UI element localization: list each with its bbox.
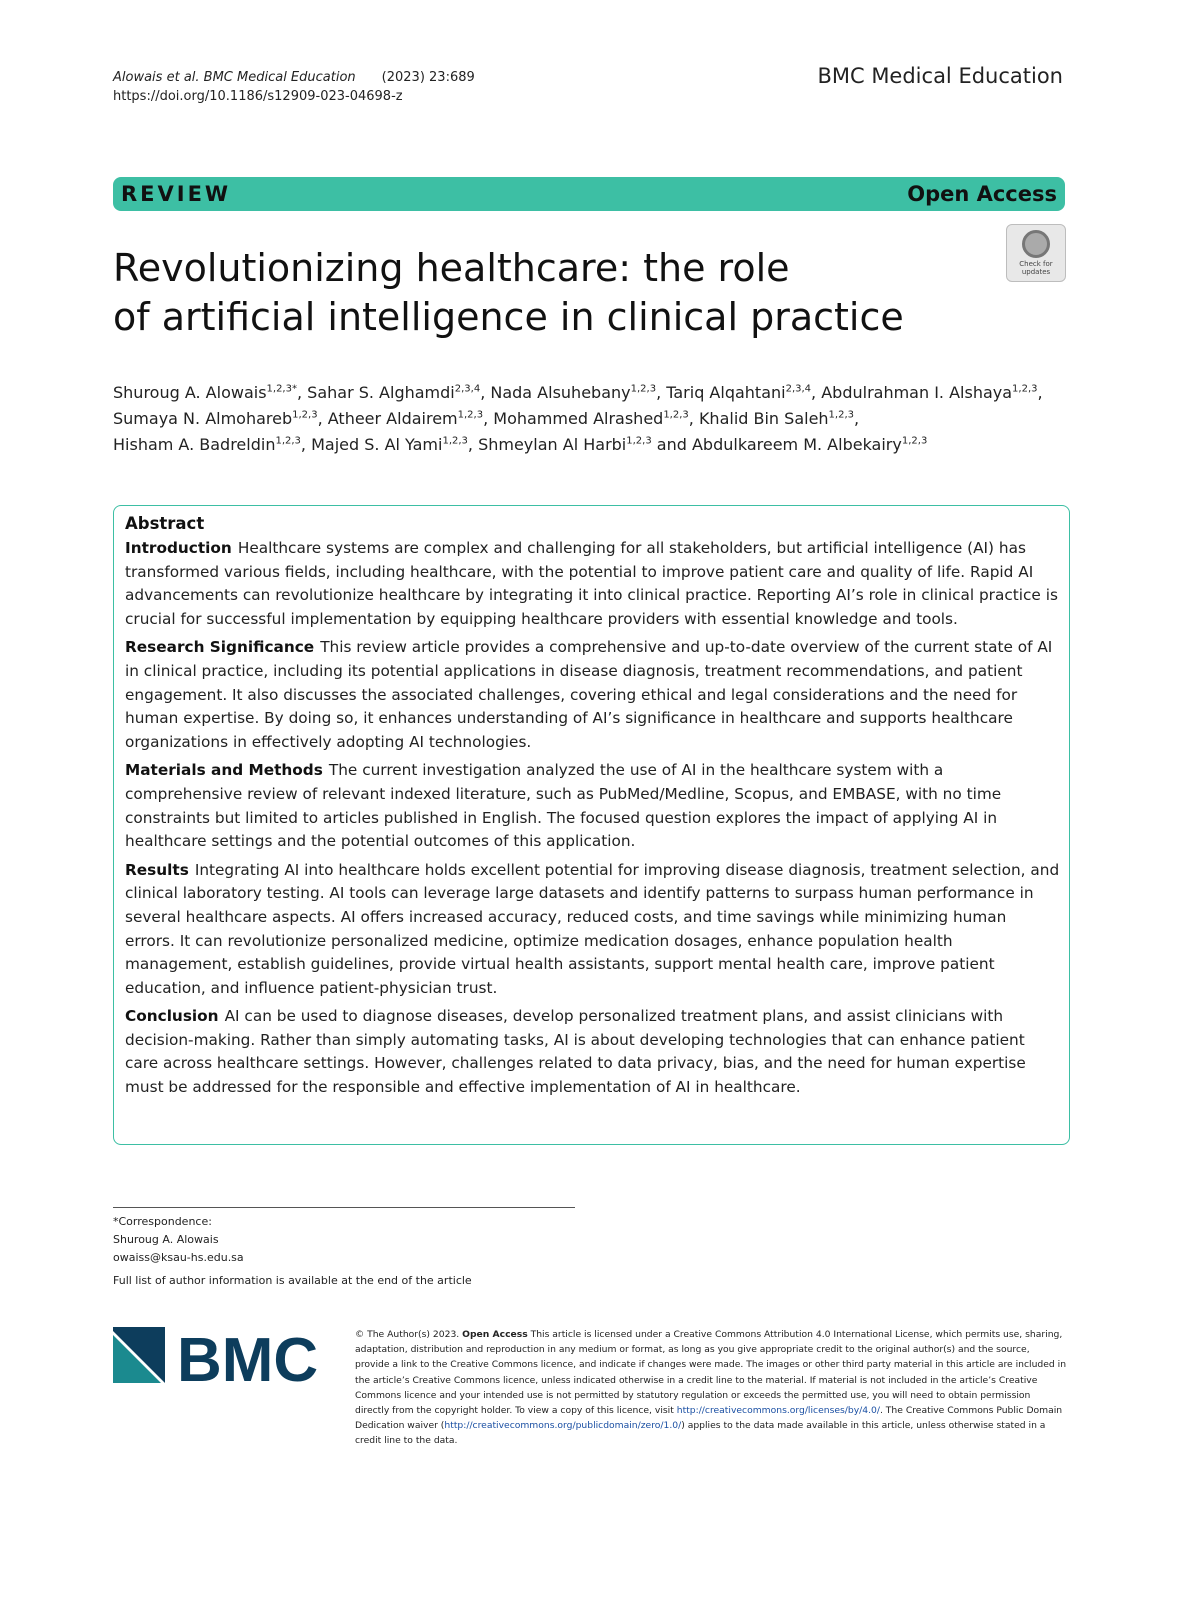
author-line-2: Sumaya N. Almohareb$^{1,2,3}$, Atheer Aldairem$^{1,2,3}$, Mohammed Alrashed$^{1,2,3}$, Khalid Bin Saleh$^{1,2,3}$,	[113, 409, 860, 428]
article-title	[113, 244, 973, 342]
author-line-1: Shuroug A. Alowais$^{1,2,3*}$, Sahar S. Alghamdi$^{2,3,4}$, Nada Alsuhebany$^{1,2,3}$, Tariq Alqahtani$^{2,3,4}$, Abdulrahman I. Alshaya$^{1,2,3}$,	[113, 383, 1043, 402]
correspondence-name: Shuroug A. Alowais	[113, 1233, 219, 1246]
author-name[interactable]: Shmeylan Al Harbi	[478, 435, 627, 454]
author-affiliation: 2,3,4	[454, 383, 481, 395]
footnote-divider	[113, 1207, 575, 1208]
citation-header	[113, 68, 475, 106]
section-text: Healthcare systems are complex and challenging for all stakeholders, but artificial intelligence (AI) has transformed various fields, including healthcare, with the potential to improve patient care and quality of life. Rapid AI advancements can revolutionize healthcare by integrating it into clinical practice. Reporting AI’s role in clinical practice is crucial for successful implementation by equipping healthcare providers with essential knowledge and tools.	[125, 539, 1058, 628]
citation-authors: Alowais	[113, 70, 163, 85]
author-affiliation: 1,2,3	[442, 435, 468, 447]
author-affiliation: 1,2,3	[630, 383, 657, 395]
abstract-section-introduction	[125, 537, 1061, 631]
article-type-banner	[113, 177, 1065, 211]
license-body-2: . The Creative Commons Public Domain Dedication waiver (	[355, 1405, 1063, 1432]
section-text: Integrating AI into healthcare holds excellent potential for improving disease diagnosis, treatment selection, and clinical laboratory testing. AI tools can leverage large datasets and identify patterns to surpass human performance in several healthcare aspects. AI offers increased accuracy, reduced costs, and time savings while minimizing human errors. It can revolutionize personalized medicine, optimize medication dosages, enhance population health management, establish guidelines, provide virtual health assistants, support mental health care, improve patient education, and influence patient-physician trust.	[125, 860, 1060, 997]
correspondence-block	[113, 1213, 244, 1267]
section-label: Materials and Methods	[125, 761, 323, 780]
author-info-note: Full list of author information is available at the end of the article	[113, 1274, 472, 1287]
author-name[interactable]: Hisham A. Badreldin	[113, 435, 276, 454]
author-name[interactable]: Nada Alsuhebany	[490, 383, 631, 402]
abstract-section-significance	[125, 636, 1061, 754]
bmc-logo	[113, 1327, 328, 1387]
section-text: AI can be used to diagnose diseases, develop personalized treatment plans, and assist clinicians with decision-making. Rather than simply automating tasks, AI is about developing technologies that can enhance patient care across healthcare settings. However, challenges related to data privacy, bias, and the need for human expertise must be addressed for the responsible and effective implementation of AI in healthcare.	[125, 1007, 1026, 1097]
citation-year: (2023) 23:689	[381, 70, 475, 85]
license-text	[355, 1327, 1067, 1449]
author-name[interactable]: Sahar S. Alghamdi	[307, 383, 455, 402]
author-affiliation: 1,2,3	[901, 435, 928, 447]
author-affiliation: 1,2,3	[828, 409, 854, 421]
bmc-logo-text: BMC	[177, 1327, 319, 1387]
section-label: Introduction	[125, 539, 232, 557]
license-copyright: © The Author(s) 2023.	[355, 1329, 463, 1340]
author-name[interactable]: Majed S. Al Yami	[311, 435, 443, 454]
article-type-label: REVIEW	[121, 182, 232, 206]
author-affiliation: 1,2,3	[457, 409, 484, 421]
abstract-section-results	[125, 859, 1061, 1001]
author-name[interactable]: Tariq Alqahtani	[666, 383, 786, 402]
author-affiliation: 1,2,3	[1012, 383, 1038, 395]
author-affiliation: 1,2,3	[292, 409, 318, 421]
journal-name: BMC Medical Education	[817, 64, 1063, 88]
correspondence-email[interactable]: owaiss@ksau-hs.edu.sa	[113, 1251, 244, 1264]
license-link-cc-by[interactable]: http://creativecommons.org/licenses/by/4.0/	[676, 1405, 880, 1417]
section-label: Research Significance	[125, 638, 315, 657]
citation-journal: et al. BMC Medical Education	[162, 70, 356, 85]
author-line-3: Hisham A. Badreldin$^{1,2,3}$, Majed S. Al Yami$^{1,2,3}$, Shmeylan Al Harbi$^{1,2,3}$ and Abdulkareem M. Albekairy$^{1,2,3}$	[113, 435, 928, 454]
section-label: Results	[125, 860, 189, 879]
author-name[interactable]: Abdulkareem M. Albekairy	[691, 435, 902, 454]
section-label: Conclusion	[125, 1007, 219, 1026]
license-body: This article is licensed under a Creative Commons Attribution 4.0 International License, which permits use, sharing, adaptation, distribution and reproduction in any medium or format, as long as you give appropriate credit to the original author(s) and the source, provide a link to the Creative Commons licence, and indicate if changes were made. The images or other third party material in this article are included in the article’s Creative Commons licence, unless indicated otherwise in a credit line to the material. If material is not included in the article’s Creative Commons licence and your intended use is not permitted by statutory regulation or exceeds the permitted use, you will need to obtain permission directly from the copyright holder. To view a copy of this licence, visit	[355, 1329, 1067, 1417]
author-name[interactable]: Sumaya N. Almohareb	[113, 409, 293, 428]
license-link-cc0[interactable]: http://creativecommons.org/publicdomain/zero/1.0/	[444, 1420, 682, 1432]
license-open-access: Open Access	[462, 1329, 528, 1340]
title-line-2: of artificial intelligence in clinical practice	[113, 295, 904, 339]
author-name[interactable]: Shuroug A. Alowais	[113, 383, 267, 402]
author-affiliation: 1,2,3	[663, 409, 689, 421]
abstract-box	[113, 505, 1070, 1145]
author-affiliation: 1,2,3	[275, 435, 301, 447]
check-for-updates-badge[interactable]	[1006, 224, 1066, 282]
author-list	[113, 380, 1073, 458]
author-name[interactable]: Khalid Bin Saleh	[698, 409, 829, 428]
doi-link[interactable]: https://doi.org/10.1186/s12909-023-04698-z	[113, 89, 403, 104]
correspondence-label: *Correspondence:	[113, 1215, 212, 1228]
abstract-heading: Abstract	[125, 514, 205, 533]
author-affiliation: 1,2,3	[626, 435, 652, 447]
check-updates-icon	[1022, 230, 1050, 258]
open-access-label: Open Access	[907, 182, 1057, 206]
author-name[interactable]: Abdulrahman I. Alshaya	[821, 383, 1013, 402]
author-affiliation: 2,3,4	[785, 383, 812, 395]
abstract-section-conclusion	[125, 1005, 1061, 1099]
author-name[interactable]: Atheer Aldairem	[327, 409, 458, 428]
license-body-3: ) applies to the data made available in this article, unless otherwise stated in a credit line to the data.	[355, 1420, 1046, 1447]
section-text: The current investigation analyzed the use of AI in the healthcare system with a comprehensive review of relevant indexed literature, such as PubMed/Medline, Scopus, and EMBASE, with no time constraints but limited to articles published in English. The focused question explores the impact of applying AI in healthcare settings and the potential outcomes of this application.	[125, 761, 1002, 851]
author-name[interactable]: Mohammed Alrashed	[493, 409, 664, 428]
abstract-section-methods	[125, 759, 1061, 853]
author-affiliation: 1,2,3*	[266, 383, 297, 395]
citation-line	[113, 68, 475, 87]
check-updates-label: Check for updates	[1019, 260, 1053, 276]
title-line-1: Revolutionizing healthcare: the role	[113, 246, 790, 290]
section-text: This review article provides a comprehensive and up-to-date overview of the current state of AI in clinical practice, including its potential applications in disease diagnosis, treatment recommendations, and patient engagement. It also discusses the associated challenges, covering ethical and legal considerations and the need for human expertise. By doing so, it enhances understanding of AI’s significance in healthcare and supports healthcare organizations in effectively adopting AI technologies.	[125, 638, 1053, 751]
